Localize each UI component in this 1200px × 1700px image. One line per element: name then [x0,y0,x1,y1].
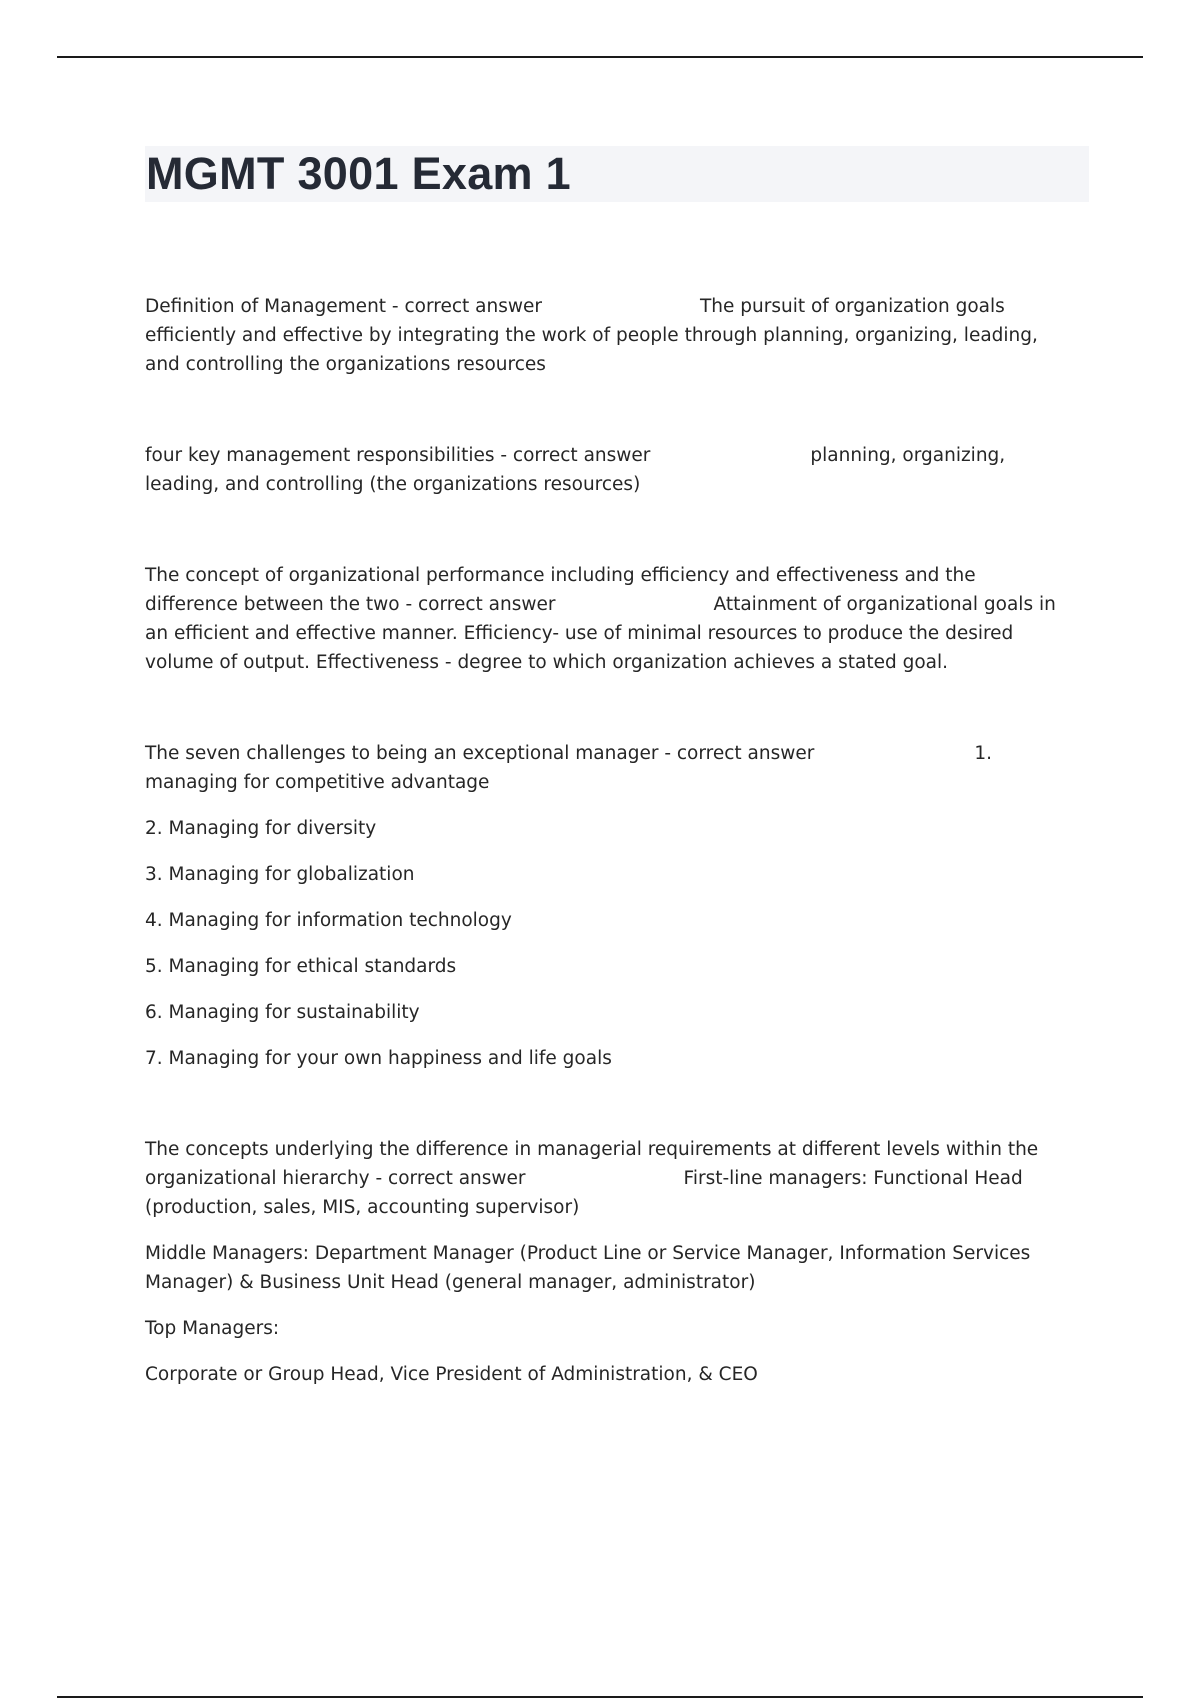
answer-continuation: Top Managers: [145,1318,280,1339]
qa-paragraph [145,1135,1070,1222]
answer-continuation: Middle Managers: Department Manager (Product Line or Service Manager, Information Services Manager) & Business Unit Head (general manager, administrator) [145,1243,1031,1293]
qa-paragraph [145,739,1070,797]
answer-text: Attainment of organizational goals in an efficient and effective manner. Efficiency- use of minimal resources to produce the desired volume of output. Effectiveness - degree to which organization achieves a stated goal. [145,594,1056,673]
question-text: Definition of Management - correct answer [145,296,542,317]
document-title: MGMT 3001 Exam 1 [146,148,571,199]
document-body [145,292,1070,1451]
answer-text: First-line managers: Functional Head (production, sales, MIS, accounting supervisor) [145,1168,1023,1218]
header-rule [57,56,1143,58]
question-text: The seven challenges to being an exceptional manager - correct answer [145,743,815,764]
qa-entry [145,739,1070,1073]
qa-paragraph [145,561,1070,677]
qa-entry [145,441,1070,499]
qa-entry [145,561,1070,677]
list-item: 5. Managing for ethical standards [145,956,457,977]
list-item: 2. Managing for diversity [145,818,377,839]
qa-paragraph [145,292,1070,379]
list-item: 7. Managing for your own happiness and life goals [145,1048,612,1069]
question-text: The concepts underlying the difference in managerial requirements at different levels within the organizational hierarchy - correct answer [145,1139,1039,1189]
answer-text: 1. managing for competitive advantage [145,743,993,793]
list-item: 4. Managing for information technology [145,910,512,931]
qa-entry [145,1135,1070,1389]
list-item: 3. Managing for globalization [145,864,415,885]
question-text: The concept of organizational performance including efficiency and effectiveness and the difference between the two - correct answer [145,565,976,615]
question-text: four key management responsibilities - correct answer [145,445,651,466]
qa-paragraph [145,441,1070,499]
footer-rule [57,1696,1143,1698]
answer-continuation: Corporate or Group Head, Vice President of Administration, & CEO [145,1364,758,1385]
qa-entry [145,292,1070,379]
list-item: 6. Managing for sustainability [145,1002,420,1023]
answer-text: planning, organizing, leading, and controlling (the organizations resources) [145,445,1006,495]
answer-text: The pursuit of organization goals efficiently and effective by integrating the work of people through planning, organizing, leading, and controlling the organizations resources [145,296,1038,375]
